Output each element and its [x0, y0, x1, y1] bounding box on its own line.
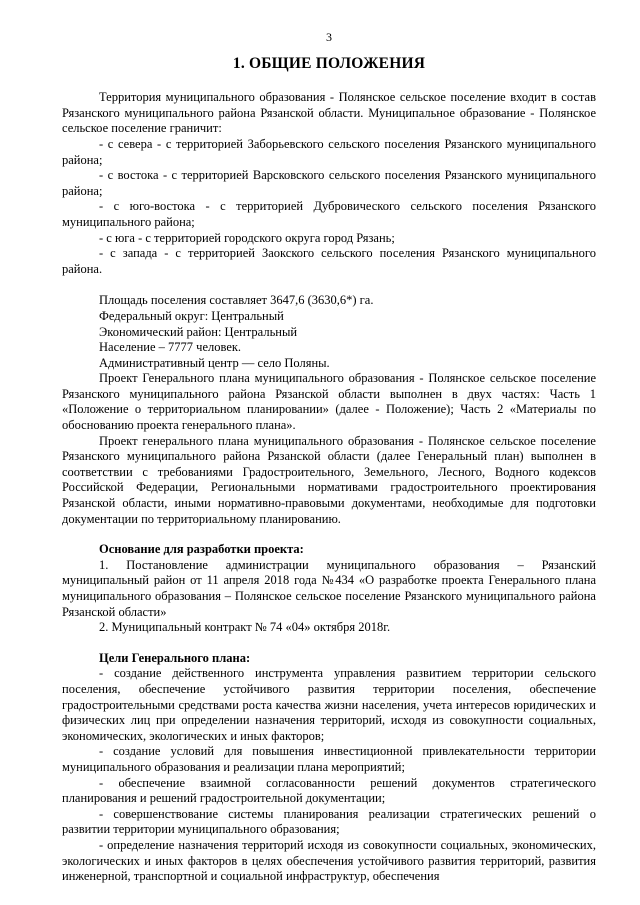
fact-economic-region: Экономический район: Центральный — [99, 324, 298, 339]
fact-admin-center: Административный центр — село Поляны. — [99, 355, 330, 370]
goal-item: - создание условий для повышения инвестиционной привлекательности территории муниципального образования и реализации плана мероприятий; — [62, 744, 596, 774]
border-item-southeast: - с юго-востока - с территорией Дубровического сельского поселения Рязанского муниципального района; — [62, 199, 596, 229]
fact-federal-district: Федеральный округ: Центральный — [99, 308, 284, 323]
basis-item: 1. Постановление администрации муниципального образования – Рязанский муниципальный район от 11 апреля 2018 года №434 «О разработке проекта Генерального плана муниципального образования – Полянское сельское поселение Рязанского муниципального района Рязанской области» — [62, 557, 596, 619]
page-number: 3 — [326, 30, 332, 44]
border-item-west: - с запада - с территорией Заокского сельского поселения Рязанского муниципального района. — [62, 246, 596, 276]
intro-paragraph: Территория муниципального образования - Полянское сельское поселение входит в состав Рязанского муниципального района Рязанской области. Муниципальное образование - Полянское сельское поселение граничит: — [62, 90, 596, 136]
project-basis-paragraph: Проект генерального плана муниципального образования - Полянское сельское поселение Рязанского муниципального района Рязанской области (далее Генеральный план) выполнен в соответствии с требованиями Градостроительного, Земельного, Лесного, Водного кодексов Российской Федерации, Региональными нормативами градостроительного проектирования Рязанской области, иными нормативно-правовыми документами, необходимые для подготовки документации по территориальному планированию. — [62, 433, 596, 526]
goals-heading: Цели Генерального плана: — [99, 650, 251, 665]
spacer — [62, 636, 596, 651]
spacer — [62, 527, 596, 542]
goal-item: - совершенствование системы планирования реализации стратегических решений о развитии территории муниципального образования; — [62, 806, 596, 837]
fact-area: Площадь поселения составляет 3647,6 (3630,6*) га. — [99, 293, 374, 308]
border-item-south: - с юга - с территорией городского округа город Рязань; — [99, 230, 395, 245]
document-page — [62, 30, 596, 885]
goal-item: - определение назначения территорий исходя из совокупности социальных, экономических, экологических и иных факторов в целях обеспечения устойчивого развития территорий, развития инженерной, транспортной и социальной инфраструктур, обеспечения — [62, 837, 596, 884]
spacer — [62, 277, 596, 293]
project-parts-paragraph: Проект Генерального плана муниципального образования - Полянское сельское поселение Рязанского муниципального района Рязанской области выполнен в двух частях: Часть 1 «Положение о территориальном планировании» (далее - Положение); Часть 2 «Материалы по обоснованию проекта генерального плана». — [62, 371, 596, 433]
basis-item: 2. Муниципальный контракт № 74 «04» октября 2018г. — [99, 620, 391, 635]
goal-item: - создание действенного инструмента управления развитием территории сельского поселения, обеспечение устойчивого развития территории поселения, обеспечение градостроительными средствами роста качества жизни населения, учета интересов юридических и физических лиц при определении назначения территорий, исходя из совокупности социальных, экономических, экологических и иных факторов; — [62, 666, 596, 743]
border-item-north: - с севера - с территорией Заборьевского сельского поселения Рязанского муниципального района; — [62, 136, 596, 167]
border-item-east: - с востока - с территорией Варсковского сельского поселения Рязанского муниципального района; — [62, 168, 596, 198]
fact-population: Население – 7777 человек. — [99, 340, 242, 355]
basis-heading: Основание для разработки проекта: — [99, 542, 304, 557]
section-title: 1. ОБЩИЕ ПОЛОЖЕНИЯ — [232, 54, 426, 72]
goal-item: - обеспечение взаимной согласованности решений документов стратегического планирования и решений градостроительной документации; — [62, 775, 596, 806]
